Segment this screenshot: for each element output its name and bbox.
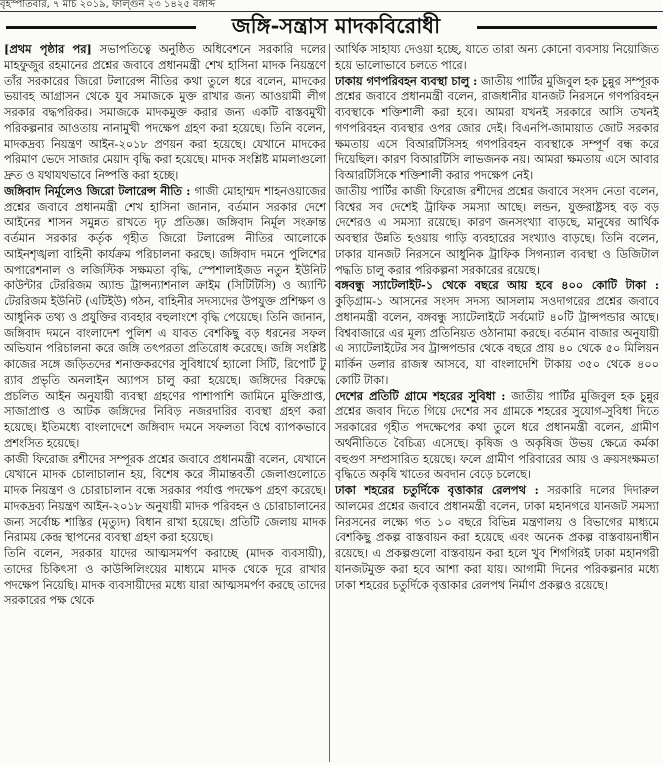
headline-block [0, 10, 663, 42]
paragraph-satellite [335, 278, 659, 388]
subheading-circular-railway: ঢাকা শহরের চতুর্দিকে বৃত্তাকার রেলপথ : [335, 483, 539, 497]
paragraph-militancy [4, 184, 326, 452]
paragraph-public-transport [335, 74, 659, 184]
paragraph-text: সভাপতিত্বে অনুষ্ঠিত অধিবেশনে সরকারি দলের মাহফুজুর রহমানের প্রশ্নের জবাবে প্রধানমন্ত্রী শেখ হাসিনা মাদক নিয়ন্ত্রণে তাঁর সরকারের জিরো টলারেন্স নীতির কথা তুলে ধরে বলেন, মাদকের ভয়াবহ আগ্রাসন থেকে যুব সমাজকে মুক্ত রাখার জন্য আওয়ামী লীগ সরকার বদ্ধপরিকর। সমাজকে মাদকমুক্ত করার জন্য একটি বাস্তবমুখী পরিকল্পনার আওতায় নানামুখী পদক্ষেপ গ্রহণ করা হয়েছে। তিনি বলেন, মাদকদ্রব্য নিয়ন্ত্রণ আইন-২০১৮ প্রণয়ন করা হয়েছে। যেখানে মাদকের পরিমাণ ভেদে সাজার মেয়াদ বৃদ্ধি করা হয়েছে। মাদক সংশ্লিষ্ট মামলাগুলো দ্রুত ও যথাযথভাবে নিষ্পত্তি করা হচ্ছে। [4, 43, 326, 182]
paragraph-smuggling: কাজী ফিরোজ রশীদের সম্পূরক প্রশ্নের জবাবে প্রধানমন্ত্রী বলেন, যেখানে যেখানে মাদক চোলাচালান হয়, বিশেষ করে সীমান্তবর্তী জেলাগুলোতে মাদক নিয়ন্ত্রণ ও চোরাচালান বন্ধে সরকার পর্যাপ্ত পদক্ষেপ গ্রহণ করেছে। মাদকদ্রব্য নিয়ন্ত্রণ আইন-২০১৮ অনুযায়ী মাদক পরিবহন ও চোরাচালানের জন্য সর্বোচ্চ শাস্তির (মৃত্যুদ) বিধান রাখা হয়েছে। প্রতিটি জেলায় মাদক নিরাময় কেন্দ্র স্থাপনের ব্যবস্থা গ্রহণ করা হয়েছে। [4, 452, 326, 545]
column-divider [329, 44, 330, 762]
paragraph-financial-aid: আর্থিক সাহায্য দেওয়া হচ্ছে, যাতে তারা অন্য কোনো ব্যবসায় নিয়োজিত হয়ে ভালোভাবে চলতে পারে। [335, 43, 659, 72]
article-column-left [4, 42, 326, 762]
subheading-village-facilities: দেশের প্রতিটি গ্রামে শহরের সুবিধা : [335, 388, 506, 403]
paragraph-surrender: তিনি বলেন, সরকার যাদের আত্মসমর্পণ করাচ্ছে (মাদক ব্যবসায়ী), তাদের চিকিৎসা ও কাউন্সিলিংয়ের মাধ্যমে মাদক থেকে দূরে রাখার পদক্ষেপ নিয়েছি। মাদক ব্যবসায়ীদের মধ্যে যারা আত্মসমর্পণ করছে তাদের সরকারের পক্ষ থেকে [4, 547, 326, 608]
headline: জঙ্গি-সন্ত্রাস মাদকবিরোধী [198, 12, 474, 40]
paragraph-village-facilities [335, 389, 659, 484]
paragraph-text: সরকারি দলের দিদারুল আলমের প্রশ্নের জবাবে প্রধানমন্ত্রী বলেন, ঢাকা মহানগরে যানজট সমস্যা নিরসনের লক্ষ্যে গত ১০ বছরে বিভিন্ন মন্ত্রণালয় ও বিভাগের মাধ্যমে বেশকিছু প্রকল্প বাস্তবায়ন করা হয়েছে এবং অনেক প্রকল্প বাস্তবায়নাধীন রয়েছে। এ প্রকল্পগুলো বাস্তবায়ন করা হলে খুব শিগগিরই ঢাকা মহানগরী যানজটমুক্ত করা হবে আশা করা যায়। আগামী দিনের পরিকল্পনার মধ্যে ঢাকা শহরের চতুর্দিকে বৃত্তাকার রেলপথ নির্মাণ প্রকল্পও রয়েছে। [335, 484, 659, 592]
paragraph-intro [4, 42, 326, 184]
article-column-right [335, 42, 659, 762]
subheading-satellite: বঙ্গবন্ধু স্যাটেলাইট-১ থেকে বছরে আয় হবে ৪০০ কোটি টাকা : [335, 278, 659, 293]
masthead-text: বৃহস্পতিবার, ৭ মার্চ ২০১৯, ফাল্গুন ২৩ ১৪২৫ বঙ্গাব্দ [0, 0, 216, 10]
paragraph-circular-railway [335, 483, 659, 593]
paragraph-text: কুড়িগ্রাম-১ আসনের সংসদ সদস্য আসলাম সওদাগরের প্রশ্নের জবাবে প্রধানমন্ত্রী বলেন, বঙ্গবন্ধু স্যাটেলাইটে সর্বমোট ৪০টি ট্রান্সপন্ডার আছে। বিশ্ববাজারে এর মূল্য প্রতিনিয়ত ওঠানামা করছে। বর্তমান বাজার অনুযায়ী এ স্যাটেলাইটের সব ট্রান্সপন্ডার থেকে বছরে প্রায় ৪০ থেকে ৫০ মিলিয়ন মার্কিন ডলার রাজস্ব আসবে, যা বাংলাদেশি টাকায় ৩৫০ থেকে ৪০০ কোটি টাকা। [335, 295, 659, 387]
paragraph-traffic: জাতীয় পার্টির কাজী ফিরোজ রশীদের প্রশ্নের জবাবে সংসদ নেতা বলেন, বিশ্বের সব দেশেই ট্রাফিক সমস্যা আছে। লন্ডন, যুক্তরাষ্ট্রসহ বড় বড় দেশেরও এ সমস্যা রয়েছে। কারণ জনসংখ্যা বাড়ছে, মানুষের আর্থিক অবস্থার উন্নতি হওয়ায় গাড়ি ব্যবহারের সংখ্যাও বাড়ছে। তিনি বলেন, ঢাকার যানজট নিরসনে আধুনিক ট্রাফিক সিগন্যাল ব্যবস্থা ও ডিজিটাল পদ্ধতি চালু করার পরিকল্পনা সরকারের রয়েছে। [335, 184, 659, 277]
headline-rule-left [6, 26, 196, 29]
headline-rule-right [477, 26, 657, 29]
paragraph-text: জাতীয় পার্টির মুজিবুল হক চুন্নুর সম্পূরক প্রশ্নের জবাবে প্রধানমন্ত্রী বলেন, রাজধানীর যানজট নিরসনে গণপরিবহন ব্যবস্থাকে শক্তিশালী করা হবে। আমরা যখনই সরকারে আসি তখনই গণপরিবহন ব্যবস্থার ওপর জোর দেই। বিএনপি-জামায়াত জোট সরকার ক্ষমতায় এসে বিআরটিসিসহ গণপরিবহন ব্যবস্থাকে সম্পূর্ণ বন্ধ করে দিয়েছিল। কারণ বিআরটিসি লাভজনক নয়। আমরা ক্ষমতায় এসে আবার বিআরটিসিকে শক্তিশালী করার পদক্ষেপ নেই। [335, 74, 659, 182]
subheading-militancy: জঙ্গিবাদ নির্মূলেও জিরো টলারেন্স নীতি : [4, 183, 191, 198]
subheading-public-transport: ঢাকায় গণপরিবহন ব্যবস্থা চালু : [335, 73, 478, 88]
paragraph-text: গাজী মোহাম্মদ শাহনওয়াজের প্রশ্নের জবাবে প্রধানমন্ত্রী শেখ হাসিনা জানান, বর্তমান সরকার দেশে আইনের শাসন সমুন্নত রাখতে দৃঢ় প্রতিজ্ঞ। জঙ্গিবাদ নির্মূল সংক্রান্ত বর্তমান সরকার কর্তৃক গৃহীত জিরো টলারেন্স নীতির আলোকে আইনশৃঙ্খলা বাহিনী কার্যক্রম পরিচালনা করছে। জঙ্গিবাদ দমনে পুলিশের অপারেশনাল ও লজিস্টিক সক্ষমতা বৃদ্ধি, স্পেশালাইজড নতুন ইউনিট কাউন্টার টেররিজম অ্যান্ড ট্রান্সন্যাশনাল ক্রাইম (সিটিটিসি) ও অ্যান্টি টেররিজম ইউনিট (এটিইউ) গঠন, বাহিনীর সদস্যদের উপযুক্ত প্রশিক্ষণ ও আধুনিক তথ্য ও প্রযুক্তির ব্যবহার বহুলাংশে বৃদ্ধি পেয়েছে। তিনি জানান, জঙ্গিবাদ দমনে বাংলাদেশ পুলিশ এ যাবত বেশকিছু বড় ধরনের সফল অভিযান পরিচালনা করে জঙ্গি তৎপরতা প্রতিরোধ করেছে। জঙ্গি সংশ্লিষ্ট কাজের সঙ্গে জড়িতদের শনাক্তকরণের সুবিধার্থে হ্যালো সিটি, রিপোর্ট টু র‌্যাব প্রভৃতি অনলাইন অ্যাপস চালু করা হয়েছে। জঙ্গিদের বিরুদ্ধে প্রচলিত আইন অনুযায়ী ব্যবস্থা গ্রহণের পাশাপাশি জামিনে মুক্তিপ্রাপ্ত, সাজাপ্রাপ্ত ও আটক জঙ্গিদের নিবিড় নজরদারির ব্যবস্থা গ্রহণ করা হয়েছে। ইতিমধ্যে বাংলাদেশে জঙ্গিবাদ দমনে সফলতা বিশ্বে ব্যাপকভাবে প্রশংসিত হয়েছে। [4, 184, 326, 450]
paragraph-text: জাতীয় পার্টির মুজিবুল হক চুন্নুর প্রশ্নের জবাব দিতে গিয়ে দেশের সব গ্রামকে শহরের সুযোগ-সুবিধা দিতে সরকারের গৃহীত পদক্ষেপের কথা তুলে ধরে প্রধানমন্ত্রী বলেন, গ্রামীণ অর্থনীতিতে বৈচিত্র্য এসেছে। কৃষিজ ও অকৃষিজ উভয় ক্ষেত্রে কর্মকা বহুগুণ সম্প্রসারিত হয়েছে। ফলে গ্রামীণ পরিবারের আয় ও ক্রয়সংক্ষমতা বৃদ্ধিতে অকৃষি খাতের অবদান বেড়ে চলেছে। [335, 389, 659, 482]
continuation-marker: [প্রথম পৃষ্ঠার পর] [4, 42, 92, 56]
